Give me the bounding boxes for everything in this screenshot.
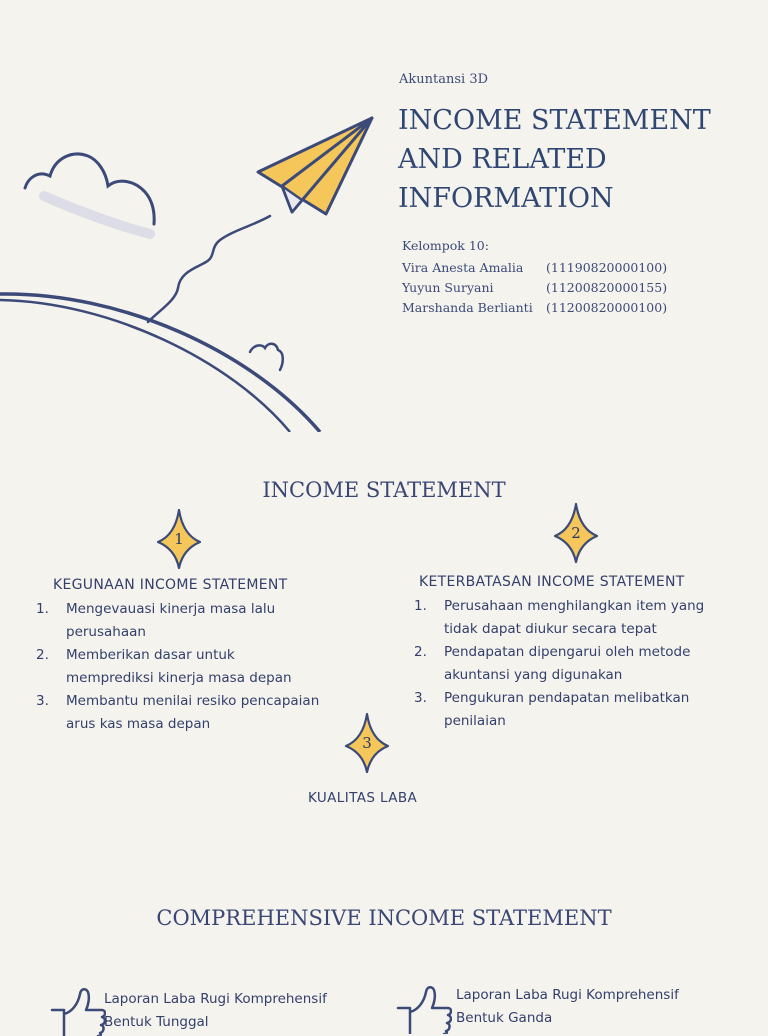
flight-path	[148, 216, 270, 322]
member-list	[402, 258, 667, 318]
item-line: Pendapatan dipengarui oleh metode	[444, 644, 691, 660]
title-line: INFORMATION	[398, 183, 614, 214]
item-line: Perusahaan menghilangkan item yang	[444, 598, 705, 614]
item-line: akuntansi yang digunakan	[444, 667, 623, 683]
right-heading: KETERBATASAN INCOME STATEMENT	[419, 574, 685, 590]
member-name: Marshanda Berlianti	[402, 300, 533, 315]
item-line: penilaian	[444, 713, 506, 729]
badge-star-1	[156, 508, 202, 570]
item-line: Mengevauasi kinerja masa lalu	[66, 601, 276, 617]
member-id: (11200820000155)	[546, 280, 668, 295]
title-line: INCOME STATEMENT	[398, 105, 711, 136]
list-item	[414, 687, 754, 733]
list-item	[36, 644, 376, 690]
badge-number: 1	[174, 530, 184, 548]
item-number: 3.	[36, 693, 49, 709]
cloud-icon	[25, 154, 154, 234]
item-number: 3.	[414, 690, 427, 706]
item-number: 1.	[36, 601, 49, 617]
list-item	[36, 690, 376, 736]
item-line: Laporan Laba Rugi Komprehensif	[104, 991, 327, 1007]
section-title: INCOME STATEMENT	[262, 478, 506, 502]
item-line: Bentuk Ganda	[456, 1010, 553, 1026]
planet-arc	[0, 294, 320, 432]
title-line: AND RELATED	[398, 144, 607, 175]
comprehensive-income-slide	[0, 864, 768, 1030]
left-list	[36, 598, 376, 736]
member-id: (11190820000100)	[546, 260, 668, 275]
list-item	[414, 595, 754, 641]
list-item	[36, 598, 376, 644]
kualitas-laba-heading: KUALITAS LABA	[308, 790, 418, 806]
badge-number: 2	[571, 524, 581, 542]
item-line: Memberikan dasar untuk	[66, 647, 235, 663]
small-cloud-icon	[250, 344, 283, 370]
item-line: arus kas masa depan	[66, 716, 211, 732]
item-line: memprediksi kinerja masa depan	[66, 670, 292, 686]
member-row	[402, 298, 667, 318]
item-line: Pengukuran pendapatan melibatkan	[444, 690, 690, 706]
item-number: 2.	[36, 647, 49, 663]
section-title: COMPREHENSIVE INCOME STATEMENT	[156, 906, 612, 930]
member-name: Yuyun Suryani	[402, 280, 494, 295]
badge-star-2	[553, 502, 599, 564]
income-statement-slide	[0, 432, 768, 864]
member-row	[402, 278, 667, 298]
presentation-title	[398, 101, 758, 218]
badge-number: 3	[362, 734, 372, 752]
member-id: (11200820000100)	[546, 300, 668, 315]
item-line: Bentuk Tunggal	[104, 1014, 209, 1030]
title-slide	[0, 0, 768, 432]
left-heading: KEGUNAAN INCOME STATEMENT	[53, 577, 288, 593]
item-line: Laporan Laba Rugi Komprehensif	[456, 987, 679, 1003]
group-label: Kelompok 10:	[402, 238, 489, 253]
thumbs-up-icon	[50, 980, 106, 1036]
thumbs-up-icon	[396, 978, 452, 1034]
item-line: tidak dapat diukur secara tepat	[444, 621, 657, 637]
list-item	[414, 641, 754, 687]
item-number: 1.	[414, 598, 427, 614]
member-name: Vira Anesta Amalia	[402, 260, 524, 275]
item-number: 2.	[414, 644, 427, 660]
item-line: perusahaan	[66, 624, 146, 640]
course-label: Akuntansi 3D	[399, 72, 489, 87]
paper-plane-icon	[258, 118, 372, 214]
comprehensive-item	[456, 984, 679, 1030]
item-line: Membantu menilai resiko pencapaian	[66, 693, 320, 709]
right-list	[414, 595, 754, 733]
member-row	[402, 258, 667, 278]
comprehensive-item	[104, 988, 327, 1034]
